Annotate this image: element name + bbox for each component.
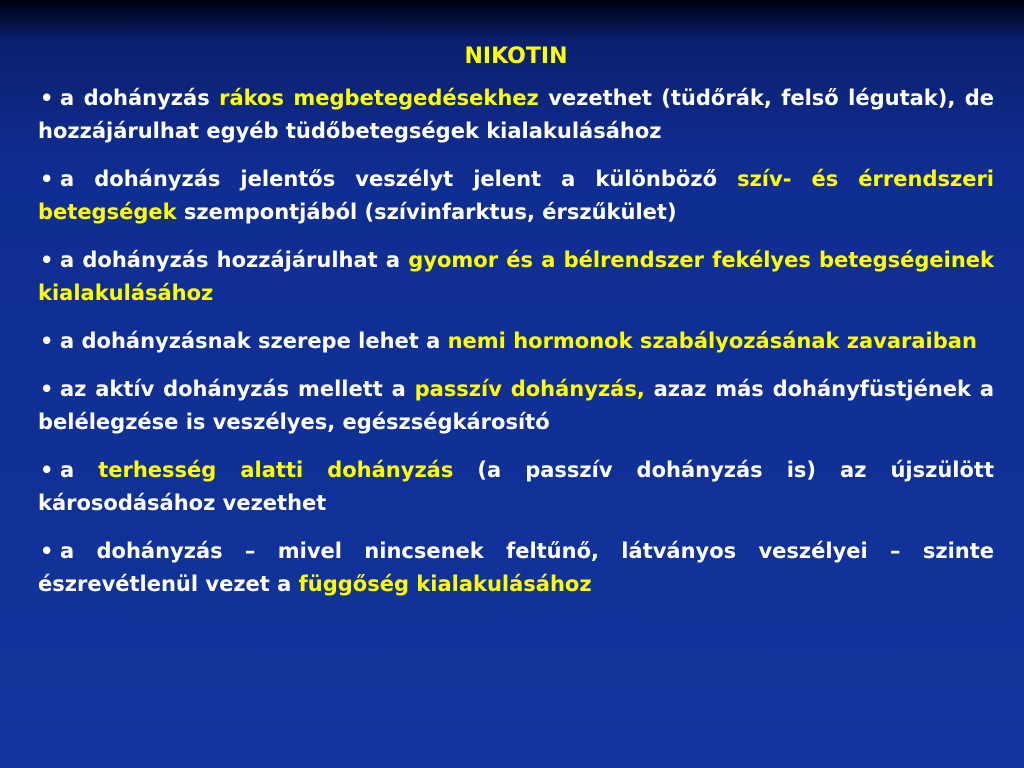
bullet-text: az aktív dohányzás mellett a bbox=[60, 377, 415, 401]
bullet-item bbox=[38, 325, 994, 358]
bullet-text: a dohányzás – mivel nincsenek feltűnő, látványos veszélyei – szinte észrevétlenül vezet a bbox=[38, 539, 994, 596]
highlighted-text: függőség kialakulásához bbox=[298, 572, 592, 596]
bullet-text: azaz más dohányfüstjének a belélegzése is veszélyes, egészségkárosító bbox=[38, 377, 995, 434]
bullet-dot-icon: • bbox=[40, 458, 54, 482]
highlighted-text: szív- és érrendszeri betegségek bbox=[38, 167, 994, 224]
bullet-dot-icon: • bbox=[40, 248, 54, 272]
bullet-dot-icon: • bbox=[40, 167, 54, 191]
bullet-text: a dohányzás jelentős veszélyt jelent a különböző bbox=[60, 167, 738, 191]
highlighted-text: passzív dohányzás, bbox=[414, 377, 645, 401]
bullet-text: szempontjából (szívinfarktus, érszűkület) bbox=[176, 200, 677, 224]
highlighted-text: gyomor és a bélrendszer fekélyes betegségeinek kialakulásához bbox=[38, 248, 994, 305]
bullet-item bbox=[38, 454, 994, 520]
bullet-dot-icon: • bbox=[40, 377, 54, 401]
bullet-item bbox=[38, 82, 994, 148]
bullet-item bbox=[38, 535, 994, 601]
bullet-dot-icon: • bbox=[40, 86, 54, 110]
bullet-item bbox=[38, 163, 994, 229]
bullet-dot-icon: • bbox=[40, 539, 54, 563]
bullet-dot-icon: • bbox=[40, 329, 54, 353]
bullet-text: a bbox=[60, 458, 99, 482]
bullet-text: (a passzív dohányzás is) az újszülött károsodásához vezethet bbox=[38, 458, 995, 515]
bullet-item bbox=[38, 373, 994, 439]
highlighted-text: nemi hormonok szabályozásának zavaraiban bbox=[447, 329, 977, 353]
slide-title: NIKOTIN bbox=[464, 44, 568, 69]
bullet-text: a dohányzásnak szerepe lehet a bbox=[60, 329, 448, 353]
slide-content bbox=[38, 42, 994, 616]
bullet-text: a dohányzás hozzájárulhat a bbox=[60, 248, 409, 272]
highlighted-text: rákos megbetegedésekhez bbox=[219, 86, 539, 110]
bullet-list bbox=[38, 82, 994, 601]
bullet-text: a dohányzás bbox=[60, 86, 220, 110]
bullet-item bbox=[38, 244, 994, 310]
bullet-text: vezethet (tüdőrák, felső légutak), de hozzájárulhat egyéb tüdőbetegségek kialakulásához bbox=[38, 86, 995, 143]
highlighted-text: terhesség alatti dohányzás bbox=[98, 458, 454, 482]
